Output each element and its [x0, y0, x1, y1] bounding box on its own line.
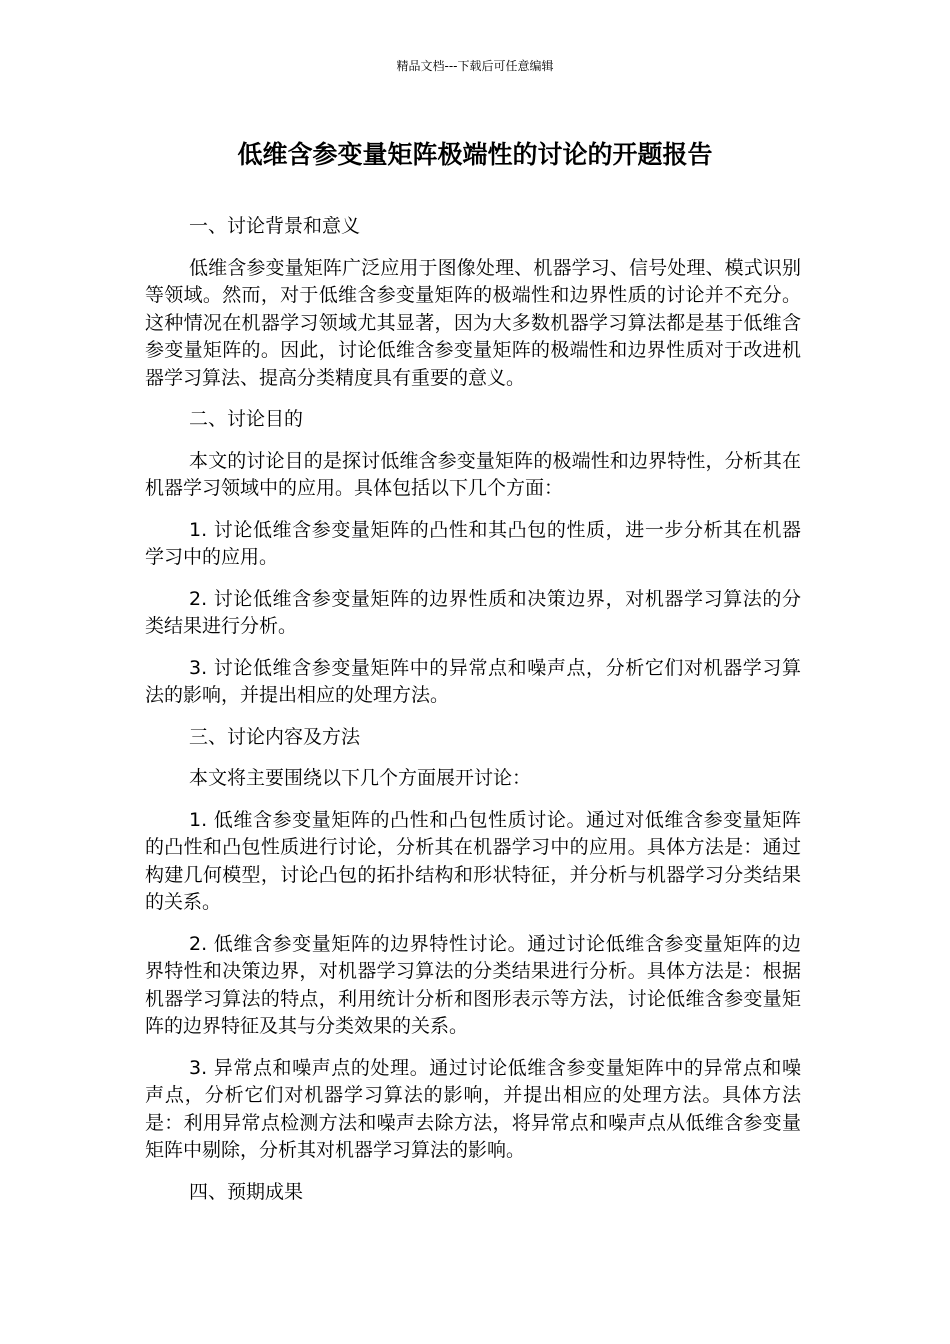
section-heading-background: 一、讨论背景和意义 [189, 215, 361, 237]
purpose-item-2: 2. 讨论低维含参变量矩阵的边界性质和决策边界，对机器学习算法的分类结果进行分析。 [145, 587, 801, 637]
document-title: 低维含参变量矩阵极端性的讨论的开题报告 [237, 140, 713, 169]
purpose-item-1: 1. 讨论低维含参变量矩阵的凸性和其凸包的性质，进一步分析其在机器学习中的应用。 [145, 518, 801, 568]
paragraph-background: 低维含参变量矩阵广泛应用于图像处理、机器学习、信号处理、模式识别等领域。然而，对于低维含参变量矩阵的极端性和边界性质的讨论并不充分。这种情况在机器学习领域尤其显著，因为大多数机器学习算法都是基于低维含参变量矩阵的。因此，讨论低维含参变量矩阵的极端性和边界性质对于改进机器学习算法、提高分类精度具有重要的意义。 [145, 256, 801, 389]
paragraph-content-intro: 本文将主要围绕以下几个方面展开讨论： [189, 767, 532, 789]
section-heading-expected-results: 四、预期成果 [189, 1180, 304, 1203]
content-item-1: 1. 低维含参变量矩阵的凸性和凸包性质讨论。通过对低维含参变量矩阵的凸性和凸包性质进行讨论，分析其在机器学习中的应用。具体方法是：通过构建几何模型，讨论凸包的拓扑结构和形状特征，并分析与机器学习分类结果的关系。 [145, 808, 801, 913]
content-item-2: 2. 低维含参变量矩阵的边界特性讨论。通过讨论低维含参变量矩阵的边界特性和决策边界，对机器学习算法的分类结果进行分析。具体方法是：根据机器学习算法的特点，利用统计分析和图形表示等方法，讨论低维含参变量矩阵的边界特征及其与分类效果的关系。 [145, 932, 801, 1037]
purpose-item-3: 3. 讨论低维含参变量矩阵中的异常点和噪声点，分析它们对机器学习算法的影响，并提出相应的处理方法。 [145, 656, 801, 706]
section-heading-purpose: 二、讨论目的 [189, 408, 304, 430]
header-note: 精品文档---下载后可任意编辑 [396, 59, 554, 73]
section-heading-content-methods: 三、讨论内容及方法 [189, 725, 361, 748]
paragraph-purpose: 本文的讨论目的是探讨低维含参变量矩阵的极端性和边界特性，分析其在机器学习领域中的应用。具体包括以下几个方面： [145, 449, 801, 499]
content-item-3: 3. 异常点和噪声点的处理。通过讨论低维含参变量矩阵中的异常点和噪声点，分析它们对机器学习算法的影响，并提出相应的处理方法。具体方法是：利用异常点检测方法和噪声去除方法，将异常点和噪声点从低维含参变量矩阵中剔除，分析其对机器学习算法的影响。 [145, 1056, 801, 1161]
document-body [145, 213, 801, 1220]
